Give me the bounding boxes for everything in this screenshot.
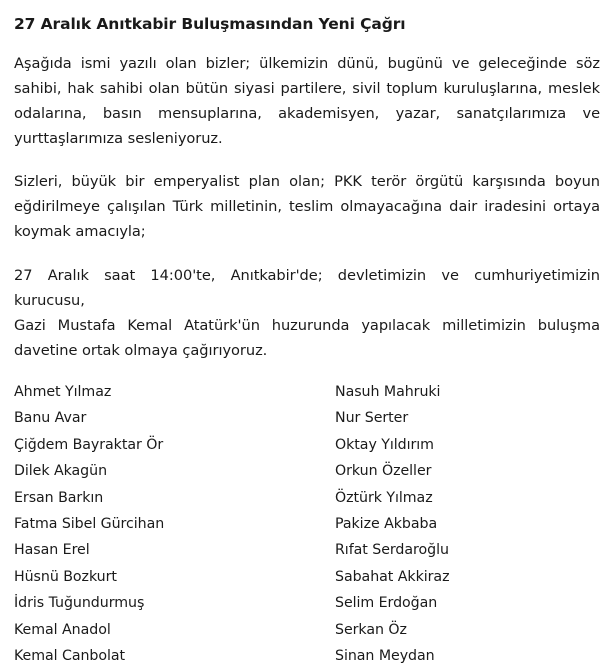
signatory-name: Kemal Anadol <box>14 621 111 638</box>
signatory-name: Hasan Erel <box>14 542 90 559</box>
signatory-name: Sabahat Akkiraz <box>335 568 450 585</box>
signatory-name: Ahmet Yılmaz <box>14 383 112 400</box>
paragraph-closing <box>14 263 600 363</box>
signatory-name: Nur Serter <box>335 410 409 427</box>
signatory-name: Kemal Canbolat <box>14 648 126 665</box>
page-title: 27 Aralık Anıtkabir Buluşmasından Yeni Çağrı <box>14 15 406 33</box>
signatory-name: Orkun Özeller <box>335 463 432 480</box>
closing-line-2: Gazi Mustafa Kemal Atatürk'ün huzurunda yapılacak milletimizin buluşma davetine ortak olmaya çağırıyoruz. <box>14 316 600 359</box>
signatory-name: Sinan Meydan <box>335 648 435 665</box>
signatory-name: Oktay Yıldırım <box>335 436 434 453</box>
signatory-name: Banu Avar <box>14 410 87 427</box>
signatories-column-left <box>14 379 307 669</box>
signatory-name: Rıfat Serdaroğlu <box>335 542 449 559</box>
signatory-name: Çiğdem Bayraktar Ör <box>14 436 164 453</box>
signatory-name: Nasuh Mahruki <box>335 383 441 400</box>
signatory-name: Dilek Akagün <box>14 463 108 480</box>
paragraph-intro: Aşağıda ismi yazılı olan bizler; ülkemizin dünü, bugünü ve geleceğinde söz sahibi, hak sahibi olan bütün siyasi partilere, sivil toplum kuruluşlarına, meslek odalarına, basın mensuplarına, akademisyen, yazar, sanatçılarımıza ve yurttaşlarımıza sesleniyoruz. <box>14 54 600 148</box>
signatories-list <box>14 379 600 669</box>
signatory-name: İdris Tuğundurmuş <box>14 595 145 612</box>
signatory-name: Fatma Sibel Gürcihan <box>14 515 165 532</box>
closing-line-1: 27 Aralık saat 14:00'te, Anıtkabir'de; devletimizin ve cumhuriyetimizin kurucusu, <box>14 266 600 309</box>
signatory-name: Selim Erdoğan <box>335 595 438 612</box>
signatory-name: Öztürk Yılmaz <box>335 489 433 506</box>
signatory-name: Ersan Barkın <box>14 489 104 506</box>
signatories-column-right <box>307 379 600 669</box>
signatory-name: Hüsnü Bozkurt <box>14 568 117 585</box>
signatory-name: Pakize Akbaba <box>335 515 438 532</box>
signatory-name: Serkan Öz <box>335 621 407 638</box>
paragraph-purpose: Sizleri, büyük bir emperyalist plan olan; PKK terör örgütü karşısında boyun eğdirilmeye çalışılan Türk milletinin, teslim olmayacağına dair iradesini ortaya koymak amacıyla; <box>14 173 600 241</box>
